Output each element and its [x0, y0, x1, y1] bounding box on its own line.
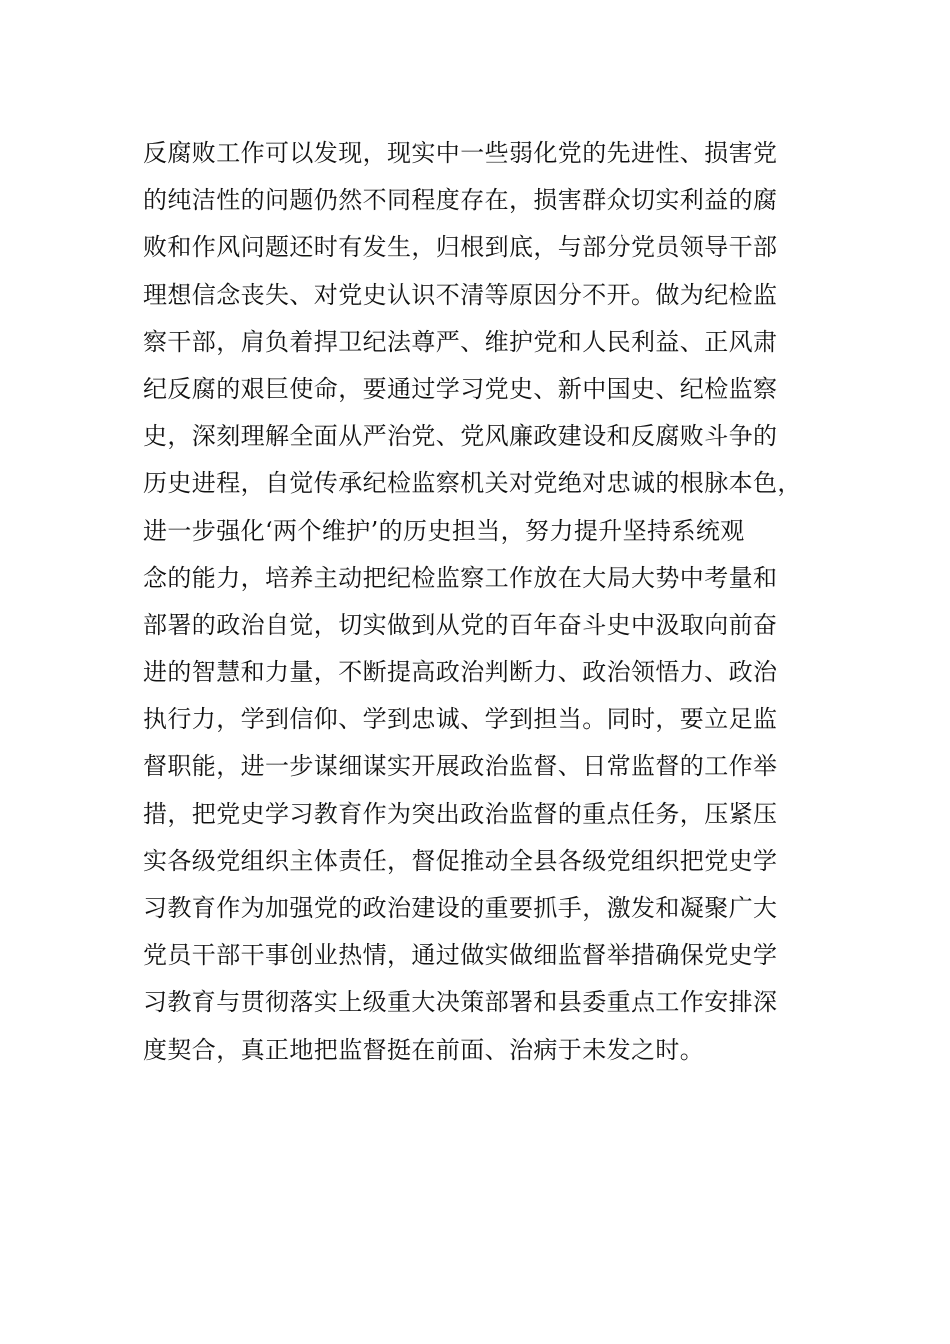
text-line: 习教育与贯彻落实上级重大决策部署和县委重点工作安排深 — [143, 988, 778, 1017]
text-line: 理想信念丧失、对党史认识不清等原因分不开。做为纪检监 — [143, 280, 778, 309]
text-line: 督职能，进一步谋细谋实开展政治监督、日常监督的工作举 — [143, 752, 778, 781]
text-line: 纪反腐的艰巨使命，要通过学习党史、新中国史、纪检监察 — [143, 374, 778, 403]
text-line: 习教育作为加强党的政治建设的重要抓手，激发和凝聚广大 — [143, 894, 778, 922]
text-line: 部署的政治自觉，切实做到从党的百年奋斗史中汲取向前奋 — [143, 610, 778, 639]
text-line: 历史进程，自觉传承纪检监察机关对党绝对忠诚的根脉本色， — [143, 469, 802, 498]
text-line: 念的能力，培养主动把纪检监察工作放在大局大势中考量和 — [143, 563, 778, 592]
text-line: 的纯洁性的问题仍然不同程度存在，损害群众切实利益的腐 — [143, 186, 778, 215]
body-paragraph — [143, 130, 813, 1074]
text-line: 反腐败工作可以发现，现实中一些弱化党的先进性、损害党 — [143, 139, 778, 167]
text-line: 执行力，学到信仰、学到忠诚、学到担当。同时，要立足监 — [143, 705, 778, 734]
text-line: 察干部，肩负着捍卫纪法尊严、维护党和人民利益、正风肃 — [143, 327, 778, 356]
text-line: 史，深刻理解全面从严治党、党风廉政建设和反腐败斗争的 — [143, 422, 778, 451]
text-line: 进的智慧和力量，不断提高政治判断力、政治领悟力、政治 — [143, 658, 778, 687]
text-line: 度契合，真正地把监督挺在前面、治病于未发之时。 — [143, 1035, 705, 1064]
text-line: 实各级党组织主体责任，督促推动全县各级党组织把党史学 — [143, 846, 778, 875]
text-line: 败和作风问题还时有发生，归根到底，与部分党员领导干部 — [143, 233, 778, 262]
text-line: 进一步强化‘两个维护’的历史担当，努力提升坚持系统观 — [143, 516, 745, 545]
text-line: 党员干部干事创业热情，通过做实做细监督举措确保党史学 — [143, 941, 778, 970]
text-line: 措，把党史学习教育作为突出政治监督的重点任务，压紧压 — [143, 799, 778, 828]
